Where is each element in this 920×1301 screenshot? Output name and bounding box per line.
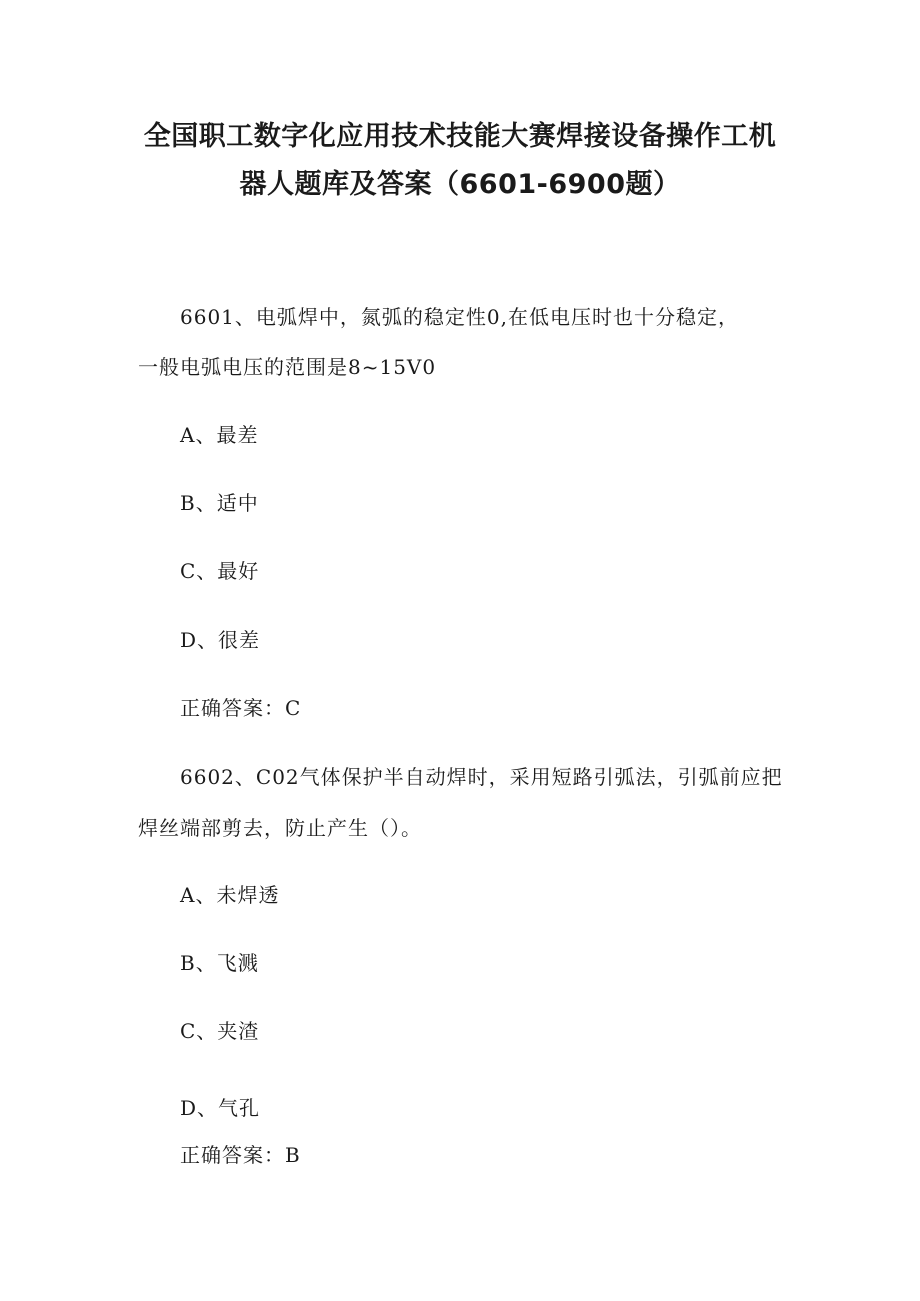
document-title-line-2: 器人题库及答案（6601-6900题）: [239, 169, 681, 200]
question-1-stem-line-1: 6601、电弧焊中，氮弧的稳定性0,在低电压时也十分稳定，: [180, 305, 739, 329]
question-2-option-d: D、气孔: [180, 1096, 261, 1120]
question-1-option-a: A、最差: [180, 423, 259, 447]
question-1-answer: 正确答案：C: [180, 696, 302, 720]
question-2-option-b: B、飞溅: [180, 951, 259, 975]
question-2-answer: 正确答案：B: [180, 1143, 301, 1167]
question-1-option-b: B、适中: [180, 491, 259, 515]
question-1-stem-line-2: 一般电弧电压的范围是8~15V0: [138, 355, 437, 379]
question-2-option-a: A、未焊透: [180, 883, 280, 907]
document-title-line-1: 全国职工数字化应用技术技能大赛焊接设备操作工机: [143, 121, 777, 152]
question-1-option-d: D、很差: [180, 628, 261, 652]
question-1-option-c: C、最好: [180, 559, 260, 583]
question-2-stem-line-2: 焊丝端部剪去，防止产生（）。: [138, 816, 422, 840]
question-2-stem-line-1: 6602、C02气体保护半自动焊时，采用短路引弧法，引弧前应把: [180, 765, 783, 789]
question-2-option-c: C、夹渣: [180, 1019, 260, 1043]
